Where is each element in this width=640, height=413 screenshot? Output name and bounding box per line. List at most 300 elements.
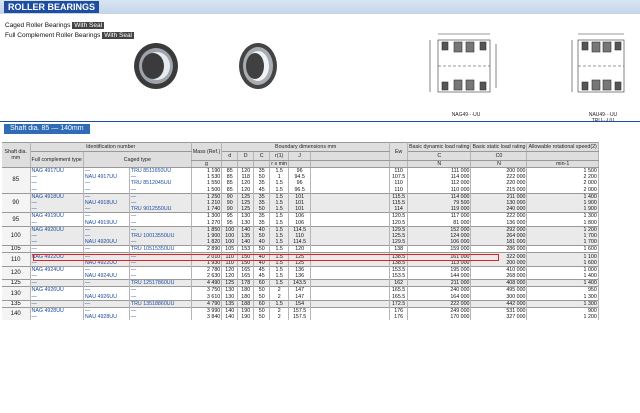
caged-id-nau: — bbox=[83, 300, 129, 307]
r-value: 1.5 bbox=[270, 233, 289, 239]
r-value: 2 bbox=[270, 307, 289, 314]
J-value: 120 bbox=[289, 246, 311, 253]
caged-label: Caged Roller Bearings bbox=[5, 22, 71, 29]
d-value: 100 bbox=[222, 226, 238, 233]
r-header: r(1) bbox=[270, 152, 289, 161]
full-complement-id: — bbox=[30, 174, 83, 180]
C-value: 50 bbox=[254, 233, 270, 239]
speed-value: 1 400 bbox=[527, 280, 598, 287]
caged-line bbox=[5, 21, 104, 30]
ew-value: 110 bbox=[390, 187, 408, 194]
d-value: 110 bbox=[222, 260, 238, 267]
C-value: 40 bbox=[254, 239, 270, 246]
C-header: C bbox=[254, 152, 270, 161]
caged-id-nau: — bbox=[83, 287, 129, 294]
r-value: 1.5 bbox=[270, 213, 289, 220]
caged-id-tru: — bbox=[129, 226, 191, 233]
full-complement-id: NAG 4922UU bbox=[30, 253, 83, 260]
J-value: 101 bbox=[289, 206, 311, 213]
J-unit-spacer bbox=[289, 161, 311, 168]
gap-cell bbox=[311, 260, 390, 267]
ew-value: 165.5 bbox=[390, 287, 408, 294]
r-value: 1 bbox=[270, 174, 289, 180]
ew-value: 165.5 bbox=[390, 294, 408, 301]
C-value: 50 bbox=[254, 206, 270, 213]
speed-header: Allowable rotational speed(2) bbox=[528, 144, 597, 150]
C-value: 35 bbox=[254, 200, 270, 206]
page-title: ROLLER BEARINGS bbox=[4, 1, 99, 13]
boundary-label: Boundary dimensions bbox=[275, 144, 326, 150]
shaft-diameter: 130 bbox=[2, 287, 30, 300]
static-load-value: 222 000 bbox=[471, 174, 527, 180]
J-value: 96 bbox=[289, 168, 311, 175]
dynamic-load-value: 79 500 bbox=[408, 200, 471, 206]
J-value: 114.5 bbox=[289, 239, 311, 246]
r-value: 1.5 bbox=[270, 168, 289, 175]
caged-id-tru: TRU 12517860UU bbox=[129, 280, 191, 287]
speed-value: 1 000 bbox=[527, 266, 598, 273]
static-load-value: 531 000 bbox=[471, 307, 527, 314]
ew-value: 138.5 bbox=[390, 253, 408, 260]
shaft-diameter: 120 bbox=[2, 266, 30, 279]
static-rating-header: Basic static load rating bbox=[472, 144, 526, 150]
table-row bbox=[2, 307, 598, 314]
table-row bbox=[2, 280, 598, 287]
d-value: 130 bbox=[222, 287, 238, 294]
full-complement-id: — bbox=[30, 239, 83, 246]
dynamic-load-value: 114 000 bbox=[408, 174, 471, 180]
mass-value: 1 850 bbox=[191, 226, 221, 233]
d-value: 140 bbox=[222, 307, 238, 314]
d-value: 135 bbox=[222, 300, 238, 307]
D-value: 190 bbox=[238, 314, 254, 320]
dynamic-load-value: 161 000 bbox=[408, 253, 471, 260]
caged-id-tru: TRU 13518860UU bbox=[129, 300, 191, 307]
r-value: 1.5 bbox=[270, 200, 289, 206]
D-value: 178 bbox=[238, 280, 254, 287]
C-value: 50 bbox=[254, 314, 270, 320]
shaft-range-label: Shaft dia. 85 — 140mm bbox=[4, 124, 90, 134]
ew-value: 153.5 bbox=[390, 266, 408, 273]
speed-value: 2 000 bbox=[527, 187, 598, 194]
caged-id-tru: TRU 10013550UU bbox=[129, 233, 191, 239]
table-row bbox=[2, 294, 598, 301]
shaft-diameter: 125 bbox=[2, 280, 30, 287]
speed-value: 1 700 bbox=[527, 239, 598, 246]
caged-id-tru: — bbox=[129, 266, 191, 273]
D-value: 125 bbox=[238, 206, 254, 213]
ew-value: 138 bbox=[390, 246, 408, 253]
table-row bbox=[2, 200, 598, 206]
J-value: 101 bbox=[289, 193, 311, 200]
speed-spacer bbox=[527, 152, 598, 161]
caged-id-tru: — bbox=[129, 220, 191, 227]
d-value: 90 bbox=[222, 200, 238, 206]
full-complement-id: — bbox=[30, 273, 83, 280]
boundary-header bbox=[222, 143, 390, 152]
J-header: J bbox=[289, 152, 311, 161]
C-value: 40 bbox=[254, 253, 270, 260]
dynamic-load-value: 195 000 bbox=[408, 266, 471, 273]
speed-value: 1 200 bbox=[527, 314, 598, 320]
table-row bbox=[2, 220, 598, 227]
full-complement-id: — bbox=[30, 260, 83, 267]
speed-value: 1 200 bbox=[527, 226, 598, 233]
gap-cell bbox=[311, 307, 390, 314]
dynamic-load-value: 113 000 bbox=[408, 260, 471, 267]
static-load-value: 211 000 bbox=[471, 193, 527, 200]
table-row bbox=[2, 300, 598, 307]
D-value: 180 bbox=[238, 287, 254, 294]
d-value: 125 bbox=[222, 280, 238, 287]
full-complement-bearing-photo bbox=[236, 41, 280, 91]
shaft-diameter: 110 bbox=[2, 253, 30, 266]
caged-id-tru: TRU 10515350UU bbox=[129, 246, 191, 253]
caged-id-tru: — bbox=[129, 174, 191, 180]
mass-value: 1 270 bbox=[191, 220, 221, 227]
caged-id-nau: — bbox=[83, 206, 129, 213]
C-value: 35 bbox=[254, 193, 270, 200]
static-load-value: 292 000 bbox=[471, 226, 527, 233]
caged-id-tru: — bbox=[129, 260, 191, 267]
dyn-symbol: C bbox=[408, 152, 471, 161]
d-unit-spacer bbox=[222, 161, 238, 168]
speed-value: 950 bbox=[527, 287, 598, 294]
full-complement-id: — bbox=[30, 280, 83, 287]
full-complement-id: — bbox=[30, 233, 83, 239]
C-value: 50 bbox=[254, 287, 270, 294]
full-complement-id: NAG 4928UU bbox=[30, 307, 83, 314]
dynamic-load-value: 170 000 bbox=[408, 314, 471, 320]
caged-id-tru: — bbox=[129, 253, 191, 260]
speed-value: 1 500 bbox=[527, 168, 598, 175]
table-row bbox=[2, 260, 598, 267]
C-value: 35 bbox=[254, 220, 270, 227]
full-complement-id: NAG 4920UU bbox=[30, 226, 83, 233]
with-seal-tag: With Seal bbox=[74, 22, 103, 29]
d-value: 90 bbox=[222, 206, 238, 213]
d-value: 140 bbox=[222, 314, 238, 320]
D-value: 150 bbox=[238, 260, 254, 267]
ew-value: 115.5 bbox=[390, 193, 408, 200]
caged-id-tru: — bbox=[129, 213, 191, 220]
table-row bbox=[2, 174, 598, 180]
dynamic-load-value: 152 000 bbox=[408, 226, 471, 233]
caged-id-nau: NAU 4920UU bbox=[83, 239, 129, 246]
speed-value: 900 bbox=[527, 307, 598, 314]
dynamic-load-value: 159 000 bbox=[408, 246, 471, 253]
r-value: 2 bbox=[270, 287, 289, 294]
mass-value: 1 210 bbox=[191, 200, 221, 206]
D-value: 165 bbox=[238, 273, 254, 280]
D-value: 125 bbox=[238, 193, 254, 200]
D-value: 130 bbox=[238, 220, 254, 227]
D-value: 150 bbox=[238, 253, 254, 260]
r-sub: r s min bbox=[271, 161, 288, 167]
d-value: 90 bbox=[222, 193, 238, 200]
caged-id-tru: TRU 8512045UU bbox=[129, 180, 191, 186]
gap-cell bbox=[311, 294, 390, 301]
r-value: 1.5 bbox=[270, 206, 289, 213]
J-value: 136 bbox=[289, 273, 311, 280]
stat-unit: N bbox=[471, 161, 527, 168]
static-load-value: 410 000 bbox=[471, 266, 527, 273]
d-value: 85 bbox=[222, 168, 238, 175]
caged-id-nau: — bbox=[83, 213, 129, 220]
speed-value: 1 900 bbox=[527, 200, 598, 206]
full-complement-id: NAG 4917UU bbox=[30, 168, 83, 175]
ew-value: 115.5 bbox=[390, 200, 408, 206]
gap-spacer bbox=[311, 161, 390, 168]
full-complement-id: NAG 4919UU bbox=[30, 213, 83, 220]
caged-id-nau: NAU 4924UU bbox=[83, 273, 129, 280]
speed-value: 1 300 bbox=[527, 213, 598, 220]
mass-value: 1 820 bbox=[191, 239, 221, 246]
r-value: 1.5 bbox=[270, 260, 289, 267]
full-complement-id: — bbox=[30, 300, 83, 307]
static-load-value: 222 000 bbox=[471, 213, 527, 220]
dynamic-load-value: 164 000 bbox=[408, 294, 471, 301]
gap-cell bbox=[311, 280, 390, 287]
dynamic-load-value: 111 000 bbox=[408, 168, 471, 175]
gap-cell bbox=[311, 226, 390, 233]
table-row bbox=[2, 273, 598, 280]
mass-value: 1 190 bbox=[191, 168, 221, 175]
speed-value: 1 700 bbox=[527, 233, 598, 239]
full-complement-id: — bbox=[30, 294, 83, 301]
shaft-diameter: 90 bbox=[2, 193, 30, 213]
dynamic-load-value: 144 000 bbox=[408, 273, 471, 280]
dynamic-load-value: 114 000 bbox=[408, 193, 471, 200]
C-value: 40 bbox=[254, 226, 270, 233]
ew-value: 114 bbox=[390, 206, 408, 213]
D-value: 125 bbox=[238, 200, 254, 206]
D-value: 190 bbox=[238, 307, 254, 314]
static-load-value: 136 000 bbox=[471, 220, 527, 227]
caged-id-tru: — bbox=[129, 239, 191, 246]
mass-value: 2 780 bbox=[191, 266, 221, 273]
gap-cell bbox=[311, 314, 390, 320]
dynamic-load-value: 249 000 bbox=[408, 307, 471, 314]
gap-cell bbox=[311, 193, 390, 200]
table-row bbox=[2, 239, 598, 246]
ew-value: 176 bbox=[390, 314, 408, 320]
D-value: 153 bbox=[238, 246, 254, 253]
static-load-value: 322 000 bbox=[471, 253, 527, 260]
d-header: d bbox=[222, 152, 238, 161]
D-value: 118 bbox=[238, 174, 254, 180]
mass-value: 3 990 bbox=[191, 307, 221, 314]
D-unit-spacer bbox=[238, 161, 254, 168]
full-complement-id: — bbox=[30, 314, 83, 320]
full-complement-id: NAG 4924UU bbox=[30, 266, 83, 273]
ew-unit-spacer bbox=[390, 161, 408, 168]
ew-header: Ew bbox=[390, 143, 408, 161]
full-complement-id: NAG 4926UU bbox=[30, 287, 83, 294]
C-value: 50 bbox=[254, 307, 270, 314]
D-value: 140 bbox=[238, 239, 254, 246]
speed-value: 1 300 bbox=[527, 300, 598, 307]
mass-value: 1 930 bbox=[191, 260, 221, 267]
J-value: 136 bbox=[289, 266, 311, 273]
dynamic-load-value: 106 000 bbox=[408, 239, 471, 246]
mass-value: 1 550 bbox=[191, 180, 221, 186]
static-load-value: 327 000 bbox=[471, 314, 527, 320]
D-value: 120 bbox=[238, 180, 254, 186]
caged-id-nau: — bbox=[83, 187, 129, 194]
caged-id-nau: — bbox=[83, 253, 129, 260]
r-value: 1.5 bbox=[270, 246, 289, 253]
d-value: 130 bbox=[222, 294, 238, 301]
gap-cell bbox=[311, 300, 390, 307]
r-value: 1.5 bbox=[270, 280, 289, 287]
caged-id-nau: — bbox=[83, 193, 129, 200]
mass-value: 3 840 bbox=[191, 314, 221, 320]
r-value: 1.5 bbox=[270, 239, 289, 246]
full-complement-id: NAG 4918UU bbox=[30, 193, 83, 200]
static-load-value: 408 000 bbox=[471, 280, 527, 287]
caged-id-nau: — bbox=[83, 180, 129, 186]
C-value: 50 bbox=[254, 174, 270, 180]
d-value: 110 bbox=[222, 253, 238, 260]
mass-value: 1 300 bbox=[191, 213, 221, 220]
caged-id-tru: — bbox=[129, 193, 191, 200]
dynamic-load-value: 81 000 bbox=[408, 220, 471, 227]
static-load-value: 442 000 bbox=[471, 300, 527, 307]
gap-cell bbox=[311, 239, 390, 246]
gap-cell bbox=[311, 246, 390, 253]
speed-value: 1 800 bbox=[527, 220, 598, 227]
C-value: 50 bbox=[254, 246, 270, 253]
nau-cross-section-drawing bbox=[570, 28, 636, 110]
shaft-diameter: 85 bbox=[2, 168, 30, 194]
static-load-value: 268 000 bbox=[471, 273, 527, 280]
mass-value: 4 790 bbox=[191, 300, 221, 307]
speed-value: 2 200 bbox=[527, 174, 598, 180]
divider bbox=[0, 121, 640, 122]
caged-id-nau: — bbox=[83, 266, 129, 273]
shaft-diameter: 105 bbox=[2, 246, 30, 253]
ew-value: 162 bbox=[390, 280, 408, 287]
table-row bbox=[2, 206, 598, 213]
r-value: 1.5 bbox=[270, 300, 289, 307]
dynamic-load-value: 240 000 bbox=[408, 287, 471, 294]
ew-value: 172.5 bbox=[390, 300, 408, 307]
C-value: 45 bbox=[254, 187, 270, 194]
mass-unit: g bbox=[191, 161, 221, 168]
shaft-diameter: 135 bbox=[2, 300, 30, 307]
J-value: 147 bbox=[289, 294, 311, 301]
shaft-diameter: 140 bbox=[2, 307, 30, 320]
with-seal-tag-2: With Seal bbox=[104, 32, 133, 39]
ew-value: 107.5 bbox=[390, 174, 408, 180]
table-row bbox=[2, 213, 598, 220]
caged-id-tru: — bbox=[129, 307, 191, 314]
speed-value: 1 900 bbox=[527, 206, 598, 213]
boundary-unit: mm bbox=[327, 144, 337, 150]
C-value: 50 bbox=[254, 294, 270, 301]
C-value: 40 bbox=[254, 260, 270, 267]
caged-id-tru: — bbox=[129, 314, 191, 320]
d-value: 120 bbox=[222, 273, 238, 280]
C-value: 60 bbox=[254, 280, 270, 287]
table-row bbox=[2, 266, 598, 273]
J-value: 106 bbox=[289, 220, 311, 227]
r-value: 2 bbox=[270, 314, 289, 320]
mass-value: 2 890 bbox=[191, 246, 221, 253]
J-value: 143.5 bbox=[289, 280, 311, 287]
C-value: 45 bbox=[254, 266, 270, 273]
d-value: 120 bbox=[222, 266, 238, 273]
J-value: 154 bbox=[289, 300, 311, 307]
caged-id-nau: NAU 4928UU bbox=[83, 314, 129, 320]
speed-value: 1 600 bbox=[527, 246, 598, 253]
bearing-spec-table bbox=[2, 142, 599, 320]
caged-id-nau: — bbox=[83, 233, 129, 239]
speed-value: 1 600 bbox=[527, 260, 598, 267]
static-load-value: 240 000 bbox=[471, 206, 527, 213]
r-value: 1.5 bbox=[270, 193, 289, 200]
mass-value: 1 530 bbox=[191, 174, 221, 180]
J-value: 94.5 bbox=[289, 174, 311, 180]
dynamic-load-value: 211 000 bbox=[408, 280, 471, 287]
table-row bbox=[2, 253, 598, 260]
caged-id-nau: NAU 4926UU bbox=[83, 294, 129, 301]
mass-value: 1 250 bbox=[191, 193, 221, 200]
full-complement-id: — bbox=[30, 206, 83, 213]
J-value: 96.5 bbox=[289, 187, 311, 194]
r-value: 1.5 bbox=[270, 187, 289, 194]
nag-cross-section-drawing bbox=[424, 28, 504, 110]
caged-id-tru: — bbox=[129, 200, 191, 206]
mass-value: 4 490 bbox=[191, 280, 221, 287]
speed-value: 1 400 bbox=[527, 193, 598, 200]
mass-value: 2 010 bbox=[191, 253, 221, 260]
dynamic-load-value: 112 000 bbox=[408, 180, 471, 186]
static-load-value: 200 000 bbox=[471, 260, 527, 267]
full-complement-id: — bbox=[30, 246, 83, 253]
r-value: 1.5 bbox=[270, 226, 289, 233]
shaft-diameter: 95 bbox=[2, 213, 30, 226]
C-unit-spacer bbox=[254, 161, 270, 168]
static-load-value: 220 000 bbox=[471, 180, 527, 186]
identification-header: Identification number bbox=[30, 143, 191, 152]
table-row bbox=[2, 226, 598, 233]
speed-value: 2 000 bbox=[527, 180, 598, 186]
gap-cell bbox=[311, 287, 390, 294]
caged-id-nau: — bbox=[83, 226, 129, 233]
table-row bbox=[2, 246, 598, 253]
mass-value: 1 900 bbox=[191, 233, 221, 239]
caged-id-nau: — bbox=[83, 280, 129, 287]
r-value: 1.5 bbox=[270, 220, 289, 227]
ew-value: 110 bbox=[390, 180, 408, 186]
table-row bbox=[2, 287, 598, 294]
C-value: 35 bbox=[254, 180, 270, 186]
J-value: 125 bbox=[289, 253, 311, 260]
r-value: 1.5 bbox=[270, 180, 289, 186]
gap-cell bbox=[311, 266, 390, 273]
caged-header: Caged type bbox=[83, 152, 191, 168]
J-value: 147 bbox=[289, 287, 311, 294]
caged-id-nau: — bbox=[83, 246, 129, 253]
J-value: 125 bbox=[289, 260, 311, 267]
J-value: 101 bbox=[289, 200, 311, 206]
nau-drawing-caption: NAU49···UU bbox=[588, 112, 618, 118]
nag-drawing-caption: NAG49···UU bbox=[451, 112, 481, 118]
D-value: 120 bbox=[238, 187, 254, 194]
dynamic-load-value: 117 000 bbox=[408, 213, 471, 220]
